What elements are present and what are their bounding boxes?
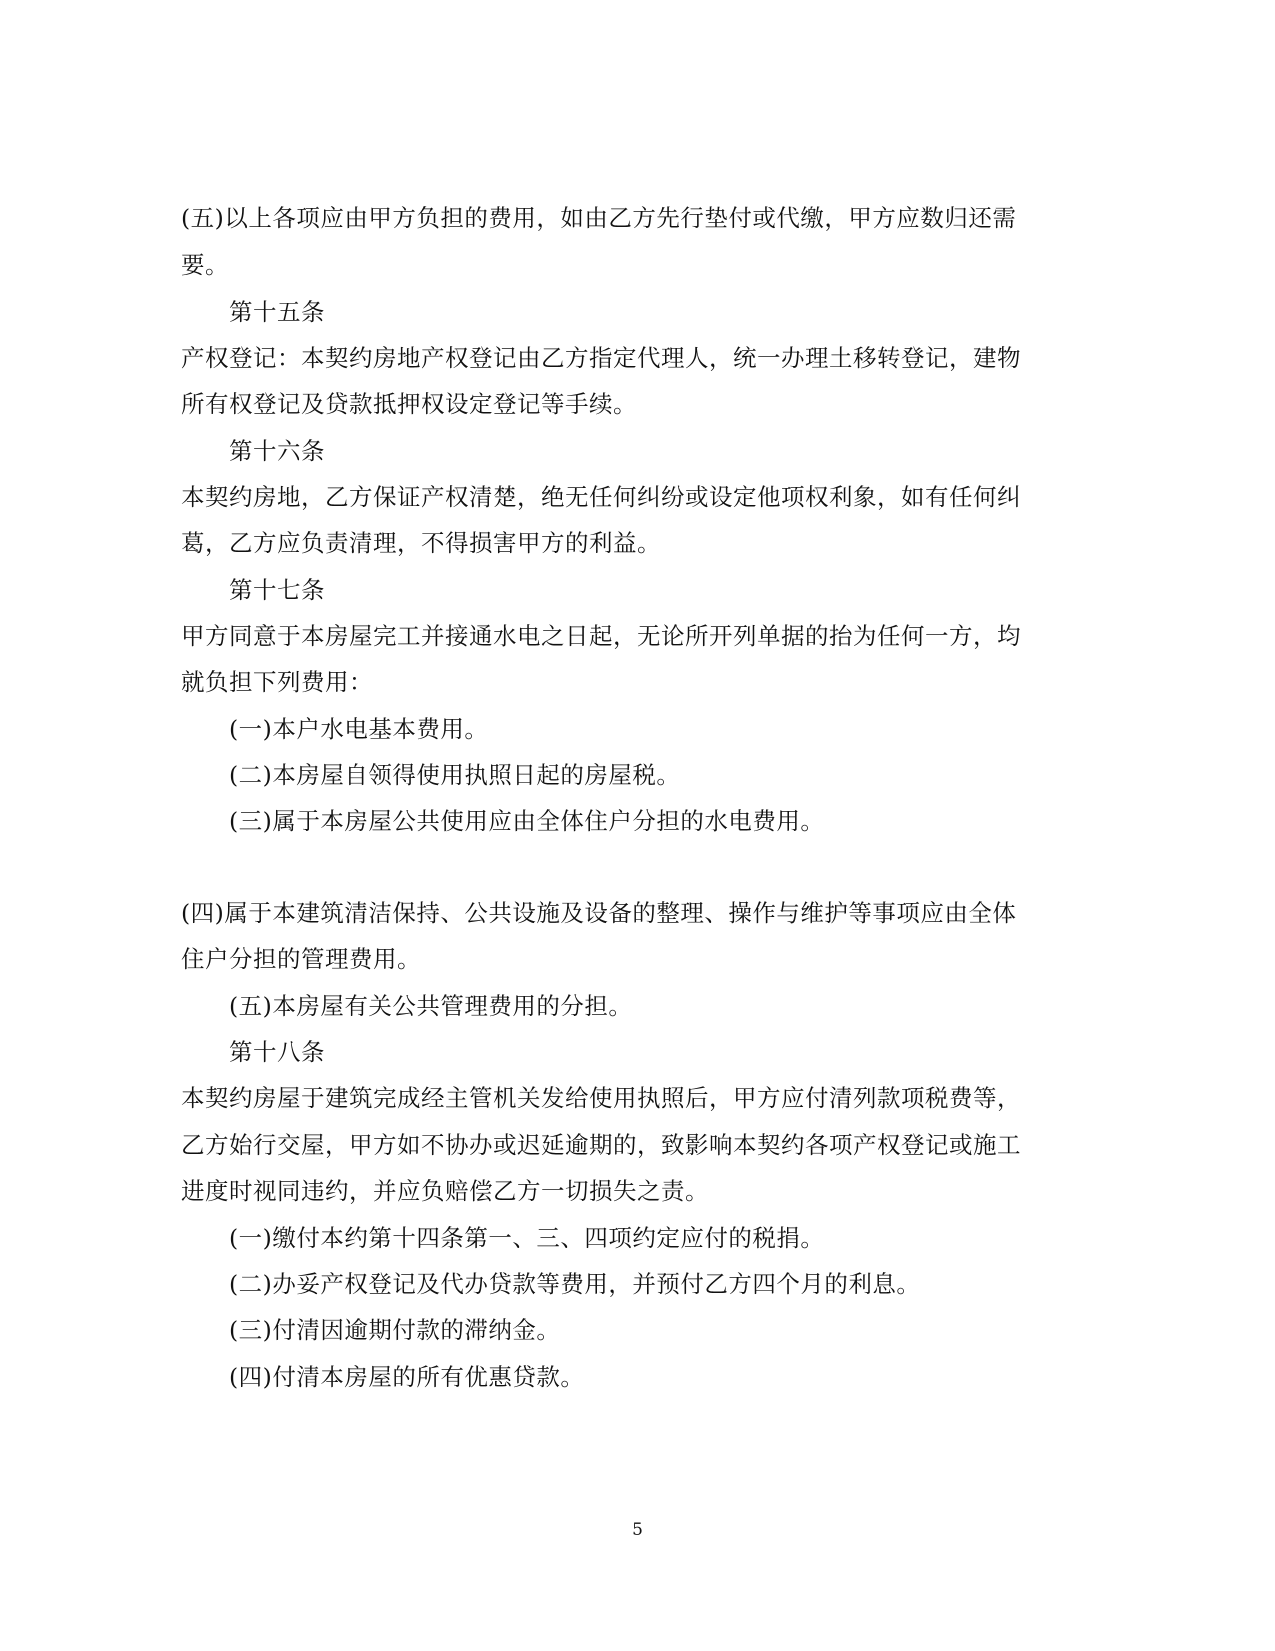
- paragraph-line: 要。: [181, 251, 229, 279]
- list-item: (二)本房屋自领得使用执照日起的房屋税。: [229, 761, 681, 789]
- article-heading: 第十七条: [229, 576, 325, 604]
- paragraph-line: 乙方始行交屋，甲方如不协办或迟延逾期的，致影响本契约各项产权登记或施工: [181, 1131, 1021, 1159]
- paragraph-line: 就负担下列费用：: [181, 668, 373, 696]
- paragraph-line: 本契约房地，乙方保证产权清楚，绝无任何纠纷或设定他项权利象，如有任何纠: [181, 483, 1021, 511]
- list-item: (四)属于本建筑清洁保持、公共设施及设备的整理、操作与维护等事项应由全体: [181, 899, 1017, 927]
- paragraph-line: 所有权登记及贷款抵押权设定登记等手续。: [181, 390, 637, 418]
- article-heading: 第十五条: [229, 298, 325, 326]
- article-heading: 第十六条: [229, 437, 325, 465]
- paragraph-line: 进度时视同违约，并应负赔偿乙方一切损失之责。: [181, 1177, 709, 1205]
- paragraph-line: 葛，乙方应负责清理，不得损害甲方的利益。: [181, 529, 661, 557]
- paragraph-line: 产权登记：本契约房地产权登记由乙方指定代理人，统一办理土移转登记，建物: [181, 344, 1021, 372]
- list-item: (一)缴付本约第十四条第一、三、四项约定应付的税捐。: [229, 1224, 825, 1252]
- article-heading: 第十八条: [229, 1038, 325, 1066]
- list-item: (五)本房屋有关公共管理费用的分担。: [229, 992, 633, 1020]
- paragraph-line: 甲方同意于本房屋完工并接通水电之日起，无论所开列单据的抬为任何一方，均: [181, 622, 1021, 650]
- paragraph-line: 本契约房屋于建筑完成经主管机关发给使用执照后，甲方应付清列款项税费等，: [181, 1084, 1021, 1112]
- page-number: 5: [632, 1520, 643, 1540]
- list-item: (四)付清本房屋的所有优惠贷款。: [229, 1363, 585, 1391]
- paragraph-line: 住户分担的管理费用。: [181, 945, 421, 973]
- list-item: (二)办妥产权登记及代办贷款等费用，并预付乙方四个月的利息。: [229, 1270, 921, 1298]
- list-item: (三)属于本房屋公共使用应由全体住户分担的水电费用。: [229, 807, 825, 835]
- list-item: (三)付清因逾期付款的滞纳金。: [229, 1316, 561, 1344]
- paragraph-line: (五)以上各项应由甲方负担的费用，如由乙方先行垫付或代缴，甲方应数归还需: [181, 204, 1017, 232]
- list-item: (一)本户水电基本费用。: [229, 715, 489, 743]
